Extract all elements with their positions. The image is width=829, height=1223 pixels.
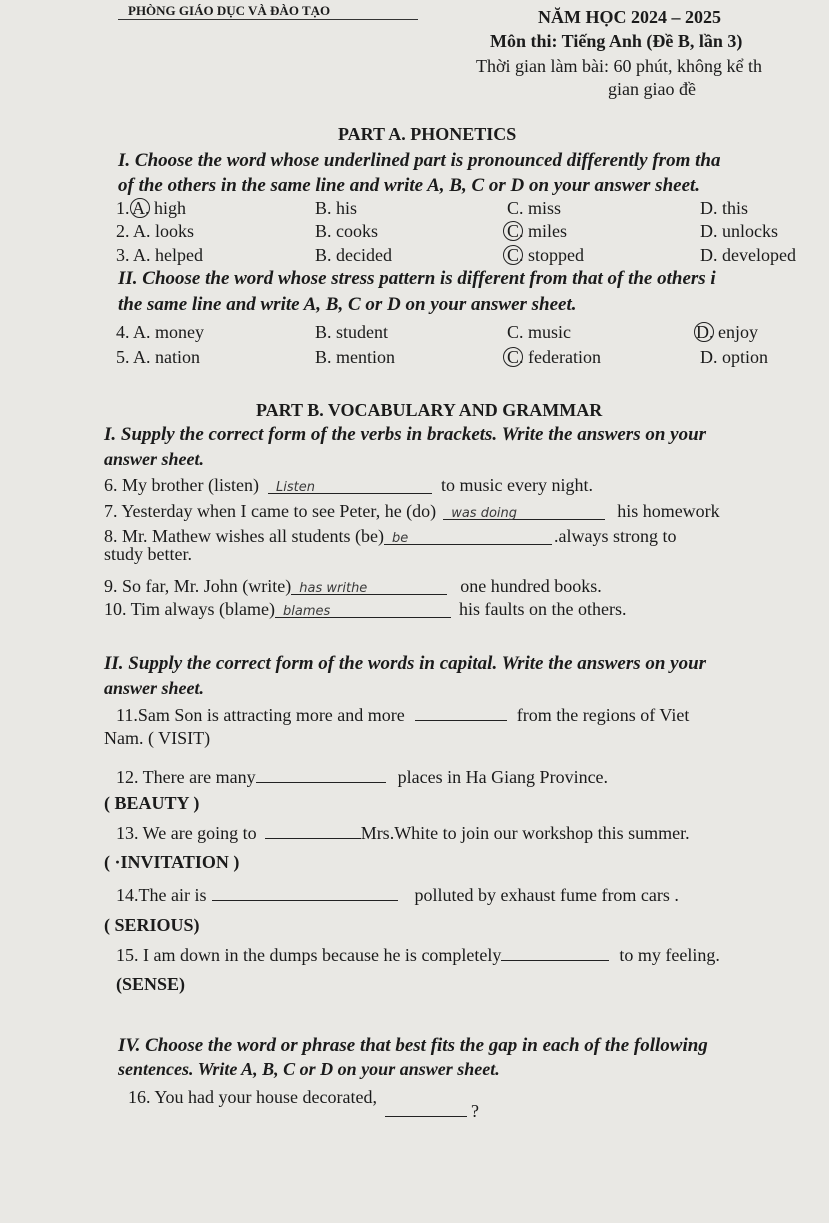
question-11: 11.Sam Son is attracting more and more from the regions of Viet	[116, 705, 690, 725]
q12-line-2: ( BEAUTY )	[104, 793, 200, 813]
question-15: 15. I am down in the dumps because he is completely to my feeling.	[116, 945, 720, 965]
part-a-title: PART A. PHONETICS	[338, 124, 517, 144]
q14-line-2: ( SERIOUS)	[104, 915, 200, 935]
q11-line-2: Nam. ( VISIT)	[104, 728, 211, 748]
q2-option-d[interactable]: D. unlocks	[700, 221, 778, 241]
part-b-title: PART B. VOCABULARY AND GRAMMAR	[256, 400, 603, 420]
header-year: NĂM HỌC 2024 – 2025	[538, 7, 721, 27]
q7-answer[interactable]: was doing	[443, 503, 605, 520]
q2-option-c[interactable]: C. miles	[507, 220, 567, 242]
part-b-section1-line1: I. Supply the correct form of the verbs in brackets. Write the answers on your	[104, 424, 707, 445]
q5-option-a[interactable]: 5. A. nation	[116, 347, 200, 367]
q1-option-c[interactable]: C. miss	[507, 198, 562, 218]
q4-option-b[interactable]: B. student	[315, 322, 389, 342]
question-16: 16. You had your house decorated,?	[128, 1087, 479, 1121]
header-dept: PHÒNG GIÁO DỤC VÀ ĐÀO TẠO	[128, 3, 331, 18]
answer-circle	[694, 322, 714, 342]
q1-option-d[interactable]: D. this	[700, 198, 749, 218]
part-a-section1-line2: of the others in the same line and write A, B, C or D on your answer sheet.	[118, 175, 701, 196]
q2-option-a[interactable]: 2. A. looks	[116, 221, 195, 241]
q16-blank[interactable]	[385, 1100, 467, 1117]
q3-option-a[interactable]: 3. A. helped	[116, 245, 203, 265]
q13-line-2: ( ·INVITATION )	[104, 852, 240, 872]
answer-circle	[503, 221, 523, 241]
q1-option-b[interactable]: B. his	[315, 198, 358, 218]
q4-option-c[interactable]: C. music	[507, 322, 572, 342]
q5-option-c[interactable]: C. federation	[507, 346, 601, 368]
q3-option-c[interactable]: C. stopped	[507, 244, 584, 266]
part-b-section2-line2: answer sheet.	[104, 678, 205, 698]
question-10: 10. Tim always (blame) blames his faults on the others.	[104, 599, 627, 619]
q6-answer[interactable]: Listen	[268, 477, 432, 494]
question-6: 6. My brother (listen) Listen to music every night.	[104, 475, 593, 495]
q15-line-2: (SENSE)	[116, 974, 186, 994]
header-subject: Môn thi: Tiếng Anh (Đề B, lần 3)	[490, 31, 743, 51]
q13-blank[interactable]	[265, 822, 361, 839]
q8-line-2: study better.	[104, 544, 192, 564]
header-dept-underline	[118, 19, 418, 20]
header-time-2: gian giao đề	[608, 79, 696, 99]
q11-blank[interactable]	[415, 704, 507, 721]
answer-circle	[130, 198, 150, 218]
question-12: 12. There are many places in Ha Giang Province.	[116, 767, 609, 787]
q3-option-b[interactable]: B. decided	[315, 245, 392, 265]
q1-number: 1.	[116, 198, 130, 218]
q4-option-d[interactable]: D. enjoy	[696, 322, 758, 342]
question-14: 14.The air is polluted by exhaust fume from cars .	[116, 885, 679, 905]
question-13: 13. We are going to Mrs.White to join our workshop this summer.	[116, 823, 690, 843]
answer-circle	[503, 347, 523, 367]
part-b-section1-line2: answer sheet.	[104, 449, 205, 469]
q5-option-d[interactable]: D. option	[700, 347, 769, 367]
q2-option-b[interactable]: B. cooks	[315, 221, 378, 241]
q3-option-d[interactable]: D. developed	[700, 245, 796, 265]
q1-option-a[interactable]: A. high	[132, 198, 186, 218]
part-b-section4-line2: sentences. Write A, B, C or D on your answer sheet.	[118, 1059, 500, 1079]
q5-option-b[interactable]: B. mention	[315, 347, 395, 367]
part-b-section4-line1: IV. Choose the word or phrase that best fits the gap in each of the following	[118, 1035, 708, 1056]
header-time-1: Thời gian làm bài: 60 phút, không kể th	[476, 56, 762, 76]
part-a-section2-line1: II. Choose the word whose stress pattern is different from that of the others i	[118, 268, 716, 289]
question-8: 8. Mr. Mathew wishes all students (be) be .always strong to	[104, 526, 677, 546]
part-b-section2-line1: II. Supply the correct form of the words in capital. Write the answers on your	[104, 653, 707, 674]
part-a-section1-line1: I. Choose the word whose underlined part is pronounced differently from tha	[118, 150, 721, 171]
question-7: 7. Yesterday when I came to see Peter, he (do) was doing his homework	[104, 501, 720, 521]
part-a-section2-line2: the same line and write A, B, C or D on your answer sheet.	[118, 294, 577, 315]
q9-answer[interactable]: has writhe	[291, 578, 447, 595]
q12-blank[interactable]	[256, 766, 386, 783]
q8-answer[interactable]: be	[384, 528, 552, 545]
q10-answer[interactable]: blames	[275, 601, 451, 618]
q4-option-a[interactable]: 4. A. money	[116, 322, 204, 342]
answer-circle	[503, 245, 523, 265]
question-9: 9. So far, Mr. John (write) has writhe one hundred books.	[104, 576, 602, 596]
q15-blank[interactable]	[501, 944, 609, 961]
q14-blank[interactable]	[212, 884, 398, 901]
